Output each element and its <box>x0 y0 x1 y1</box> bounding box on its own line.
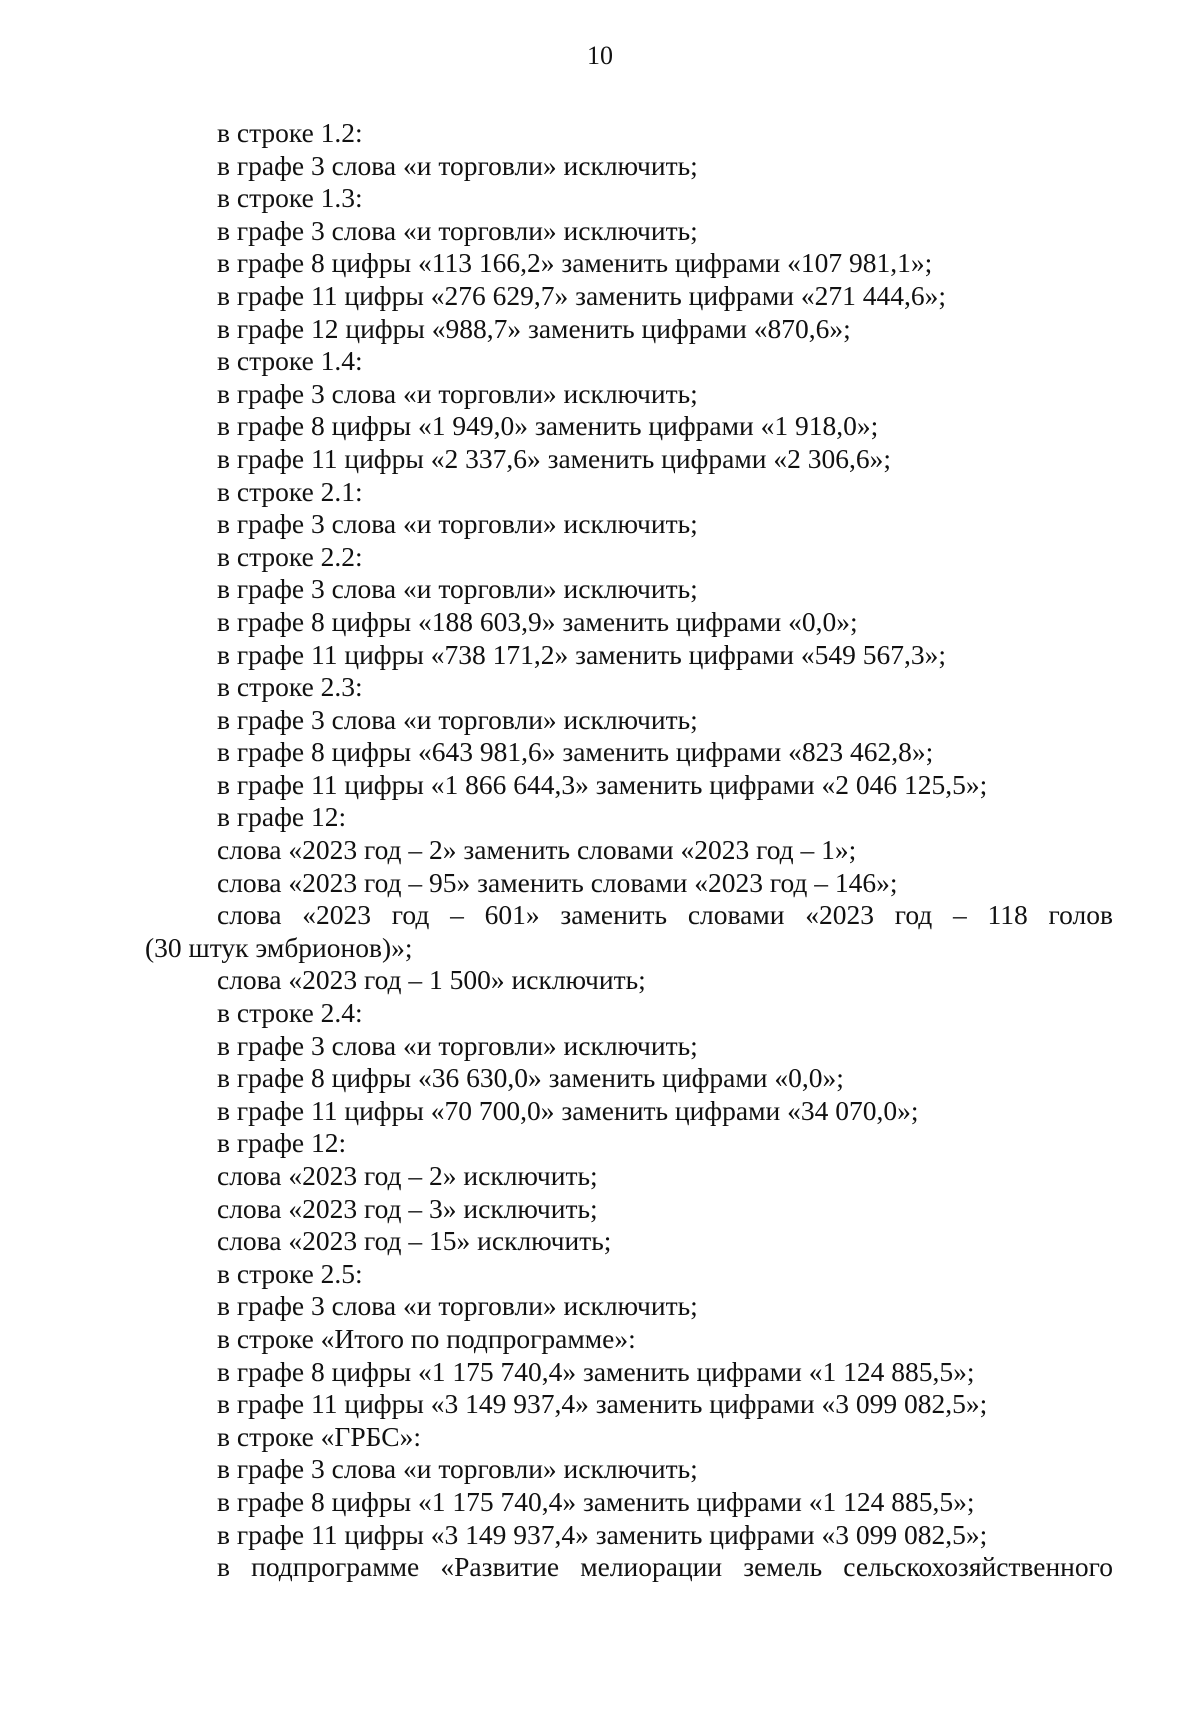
text-line: слова «2023 год – 15» исключить; <box>217 1225 612 1257</box>
text-line: в строке 2.1: <box>217 475 363 507</box>
text-line: в графе 12: <box>217 801 347 833</box>
text-line: слова «2023 год – 601» заменить словами «2023 год – 118 голов <box>217 899 1113 931</box>
text-line: в графе 3 слова «и торговли» исключить; <box>217 508 698 540</box>
text-line: в графе 8 цифры «188 603,9» заменить цифрами «0,0»; <box>217 605 858 637</box>
text-line: в графе 11 цифры «3 149 937,4» заменить цифрами «3 099 082,5»; <box>217 1388 988 1420</box>
text-line: в графе 3 слова «и торговли» исключить; <box>217 1290 698 1322</box>
text-line: в графе 3 слова «и торговли» исключить; <box>217 1029 698 1061</box>
text-line: в подпрограмме «Развитие мелиорации земель сельскохозяйственного <box>217 1551 1113 1583</box>
text-line: в графе 12: <box>217 1127 347 1159</box>
text-line: в строке «Итого по подпрограмме»: <box>217 1322 636 1354</box>
text-line: в графе 11 цифры «1 866 644,3» заменить цифрами «2 046 125,5»; <box>217 768 988 800</box>
text-line: в графе 8 цифры «1 175 740,4» заменить цифрами «1 124 885,5»; <box>217 1485 975 1517</box>
text-line: в строке 2.5: <box>217 1257 363 1289</box>
text-line: в графе 3 слова «и торговли» исключить; <box>217 377 698 409</box>
text-line: в строке 2.2: <box>217 540 363 572</box>
text-line: в графе 3 слова «и торговли» исключить; <box>217 703 698 735</box>
text-line: в графе 11 цифры «3 149 937,4» заменить цифрами «3 099 082,5»; <box>217 1518 988 1550</box>
text-line: в графе 11 цифры «738 171,2» заменить цифрами «549 567,3»; <box>217 638 946 670</box>
text-line: в графе 3 слова «и торговли» исключить; <box>217 214 698 246</box>
text-line: слова «2023 год – 3» исключить; <box>217 1192 598 1224</box>
text-line: в графе 8 цифры «1 949,0» заменить цифрами «1 918,0»; <box>217 410 879 442</box>
text-line: в графе 8 цифры «113 166,2» заменить цифрами «107 981,1»; <box>217 247 933 279</box>
text-line: в строке 2.4: <box>217 997 363 1029</box>
text-line: слова «2023 год – 2» заменить словами «2023 год – 1»; <box>217 834 857 866</box>
text-line: слова «2023 год – 95» заменить словами «2023 год – 146»; <box>217 866 898 898</box>
text-line: в графе 8 цифры «643 981,6» заменить цифрами «823 462,8»; <box>217 736 934 768</box>
page-number: 10 <box>587 41 613 70</box>
text-line: в графе 3 слова «и торговли» исключить; <box>217 573 698 605</box>
text-line: в графе 11 цифры «2 337,6» заменить цифрами «2 306,6»; <box>217 442 891 474</box>
text-line: слова «2023 год – 1 500» исключить; <box>217 964 646 996</box>
text-line: в строке 1.4: <box>217 345 363 377</box>
text-line: в строке 1.2: <box>217 117 363 148</box>
document-body <box>145 117 1113 1584</box>
text-line: (30 штук эмбрионов)»; <box>145 931 413 963</box>
text-line: в графе 11 цифры «70 700,0» заменить цифрами «34 070,0»; <box>217 1094 919 1126</box>
text-line: в графе 8 цифры «1 175 740,4» заменить цифрами «1 124 885,5»; <box>217 1355 975 1387</box>
text-line: в строке «ГРБС»: <box>217 1420 421 1452</box>
text-line: в графе 8 цифры «36 630,0» заменить цифрами «0,0»; <box>217 1062 844 1094</box>
text-line: в графе 3 слова «и торговли» исключить; <box>217 149 698 181</box>
text-line: в строке 1.3: <box>217 182 363 214</box>
text-line: слова «2023 год – 2» исключить; <box>217 1160 598 1191</box>
text-line: в графе 11 цифры «276 629,7» заменить цифрами «271 444,6»; <box>217 279 946 311</box>
text-line: в графе 3 слова «и торговли» исключить; <box>217 1453 698 1485</box>
text-line: в графе 12 цифры «988,7» заменить цифрами «870,6»; <box>217 312 851 344</box>
text-line: в строке 2.3: <box>217 671 363 703</box>
